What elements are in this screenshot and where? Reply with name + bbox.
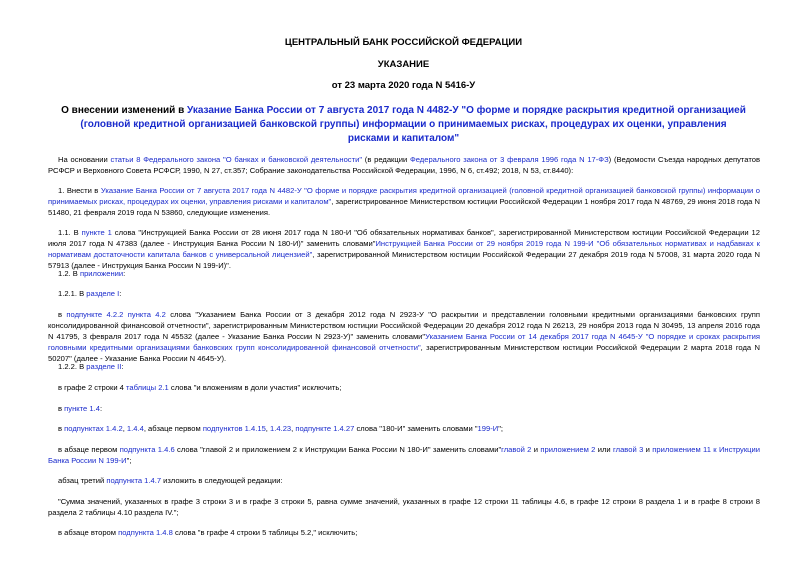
text: слова "Указанием Банка России от 3 декабря 2012 года N 2923-У "О раскрытии и представлении головными кредитными организациями банковских групп консолидированной финансовой отчетности", зарегистрированным Министерством юстиции Российской Федерации 20 декабря 2012 года N 26213, 29 ноября 2013 года N 30495, 13 апреля 2016 года N 41795, 3 февраля 2017 года N 45532 (далее - Указание Банка России N 2923-У)" заменить словами" (48, 310, 760, 341)
link-subpoint-1-4-7[interactable]: подпункта 1.4.7 (106, 476, 162, 485)
text: , зарегистрированным Министерством юстиции Российской Федерации 2 марта 2018 года N 50207" (далее - Указание Банка России N 4645-У). (48, 343, 760, 363)
document-title (60, 104, 747, 146)
text: абзац третий (58, 476, 107, 485)
text: слова "в графе 4 строки 5 таблицы 5.2," исключить; (172, 528, 358, 537)
paragraph-table-2-1 (48, 382, 760, 393)
link-subpoint-1-4-27[interactable]: подпункте 1.4.27 (295, 424, 355, 433)
paragraph-1-2-1 (48, 288, 760, 299)
link-199-i[interactable]: 199-И (477, 424, 499, 433)
link-instruction-199[interactable]: Инструкцией Банка России от 29 ноября 2019 года N 199-И "Об обязательных нормативах и надбавках к нормативам достаточности капитала банков с универсальной лицензией" (48, 239, 761, 259)
paragraph-1 (48, 185, 760, 218)
text: , зарегистрированной Министерством юстиции Российской Федерации 27 декабря 2019 года N 57008, 31 марта 2020 года N 57913 (далее - Инструкция Банка России N 199-И)". (48, 250, 760, 270)
text: : (121, 362, 124, 371)
link-chapter-2[interactable]: главой 2 (501, 445, 532, 454)
paragraph-preamble (48, 154, 760, 176)
paragraph-1-2-2 (48, 361, 760, 372)
link-subpoint-1-4-23[interactable]: 1.4.23 (270, 424, 292, 433)
link-point-1[interactable]: пункте 1 (81, 228, 112, 237)
link-instruction-4482[interactable]: Указание Банка России от 7 августа 2017 года N 4482-У "О форме и порядке раскрытия кредитной организацией (головной кредитной организацией банковской группы) информации о принимаемых рисках, процедурах их оценки, управления рисками и капиталом" (48, 186, 761, 206)
text: 1. Внести в (58, 186, 101, 195)
paragraph-subpoints-1-4 (48, 423, 760, 434)
link-subpoint-1-4-6[interactable]: подпункта 1.4.6 (119, 445, 175, 454)
document-type-heading: УКАЗАНИЕ (377, 59, 430, 70)
text: ) (Ведомости Съезда народных депутатов РСФСР и Верховного Совета РСФСР, 1990, N 27, ст.357; Собрание законодательства Российской Федерации, 1996, N 6, ст.492; 2018, N 53, ст.8440): (48, 155, 760, 175)
text: слова "и вложениям в доли участия" исключить; (168, 383, 342, 392)
text: (в редакции (362, 155, 410, 164)
text: 1.2.1. В (58, 289, 87, 298)
link-point-1-4[interactable]: пункте 1.4 (64, 404, 100, 413)
link-table-2-1[interactable]: таблицы 2.1 (126, 383, 169, 392)
date-number-heading: от 23 марта 2020 года N 5416-У (331, 80, 476, 91)
text: в графе 2 строки 4 (58, 383, 127, 392)
link-law-article-8[interactable]: статьи 8 Федерального закона "О банках и банковской деятельности" (110, 155, 363, 164)
bank-name-heading: ЦЕНТРАЛЬНЫЙ БАНК РОССИЙСКОЙ ФЕДЕРАЦИИ (284, 37, 523, 48)
text: , (265, 424, 271, 433)
link-subpoint-1-4-4[interactable]: 1.4.4 (126, 424, 144, 433)
title-link[interactable]: Указание Банка России от 7 августа 2017 года N 4482-У "О форме и порядке раскрытия кредитной организацией (головной кредитной организацией банковской группы) информации о принимаемых рисках, процедурах их оценки, управления рисками и капиталом" (80, 105, 746, 144)
link-subpoint-1-4-8[interactable]: подпункта 1.4.8 (118, 528, 173, 537)
link-appendix-2[interactable]: приложением 2 (540, 445, 596, 454)
link-subpoint-4-2-2[interactable]: подпункте 4.2.2 (66, 310, 124, 319)
link-federal-law-17[interactable]: Федерального закона от 3 февраля 1996 года N 17-ФЗ (409, 155, 609, 164)
text: : (99, 404, 103, 413)
text: в абзаце втором (58, 528, 119, 537)
paragraph-point-1-4 (48, 403, 760, 414)
link-section-2[interactable]: разделе II (86, 362, 122, 371)
text: 1.2. В (58, 269, 80, 278)
text: "; (126, 456, 132, 465)
paragraph-1-1 (48, 227, 760, 271)
text: в (58, 404, 65, 413)
title-prefix: О внесении изменений в (61, 105, 187, 116)
paragraph-subpoint-1-4-7 (48, 475, 760, 486)
text: 1.1. В (58, 228, 82, 237)
paragraph-subpoint-4-2-2 (48, 309, 760, 364)
link-chapter-3[interactable]: главой 3 (613, 445, 644, 454)
text: , абзаце первом (143, 424, 203, 433)
paragraph-subpoint-1-4-8 (48, 527, 760, 538)
link-appendix[interactable]: приложении (79, 269, 124, 278)
text: 1.2.2. В (58, 362, 87, 371)
link-appendix-11[interactable]: приложением 11 к Инструкции Банка России N 199-И (48, 445, 760, 465)
text: в абзаце первом (58, 445, 120, 454)
text: изложить в следующей редакции: (161, 476, 283, 485)
text: слова "Инструкцией Банка России от 28 июня 2017 года N 180-И "Об обязательных нормативах банков", зарегистрированной Министерством юстиции Российской Федерации 12 июля 2017 года N 47383 (далее - Инструкция Банка России N 180-И)" заменить словами" (48, 228, 761, 248)
text: и (531, 445, 541, 454)
text: : (123, 269, 126, 278)
text: слова "180-И" заменить словами " (354, 424, 478, 433)
paragraph-quoted-text (48, 496, 760, 518)
paragraph-subpoint-1-4-6 (48, 444, 760, 466)
paragraph-1-2 (48, 268, 760, 279)
text: слова "главой 2 и приложением 2 к Инструкции Банка России N 180-И" заменить словами" (174, 445, 502, 454)
text: "Сумма значений, указанных в графе 3 строки 3 и в графе 3 строки 5, равна сумме значений, указанных в графе 12 строки 11 таблицы 4.6, в графе 12 строки 8 раздела 1 и в графе 8 строки 8 раздела 2 таблицы 4.10 раздела IV."; (48, 497, 760, 517)
text: и (643, 445, 653, 454)
text: в (58, 310, 67, 319)
link-point-4-2[interactable]: пункта 4.2 (127, 310, 166, 319)
link-subpoint-1-4-2[interactable]: подпунктах 1.4.2 (64, 424, 123, 433)
text: в (58, 424, 65, 433)
text: , зарегистрированное Министерством юстиции Российской Федерации 1 ноября 2017 года N 48769, 29 июня 2018 года N 51480, 21 февраля 2019 года N 53860, следующие изменения. (48, 197, 761, 217)
link-subpoint-1-4-15[interactable]: подпунктов 1.4.15 (202, 424, 266, 433)
text: : (119, 289, 122, 298)
link-instruction-4645[interactable]: Указанием Банка России от 14 декабря 2017 года N 4645-У "О порядке и сроках раскрытия головными кредитными организациями банковских групп консолидированной финансовой отчетности" (48, 332, 760, 352)
link-section-1[interactable]: разделе I (86, 289, 120, 298)
text: , (122, 424, 127, 433)
text: На основании (58, 155, 111, 164)
text: или (595, 445, 614, 454)
text: "; (498, 424, 504, 433)
text: , (291, 424, 296, 433)
